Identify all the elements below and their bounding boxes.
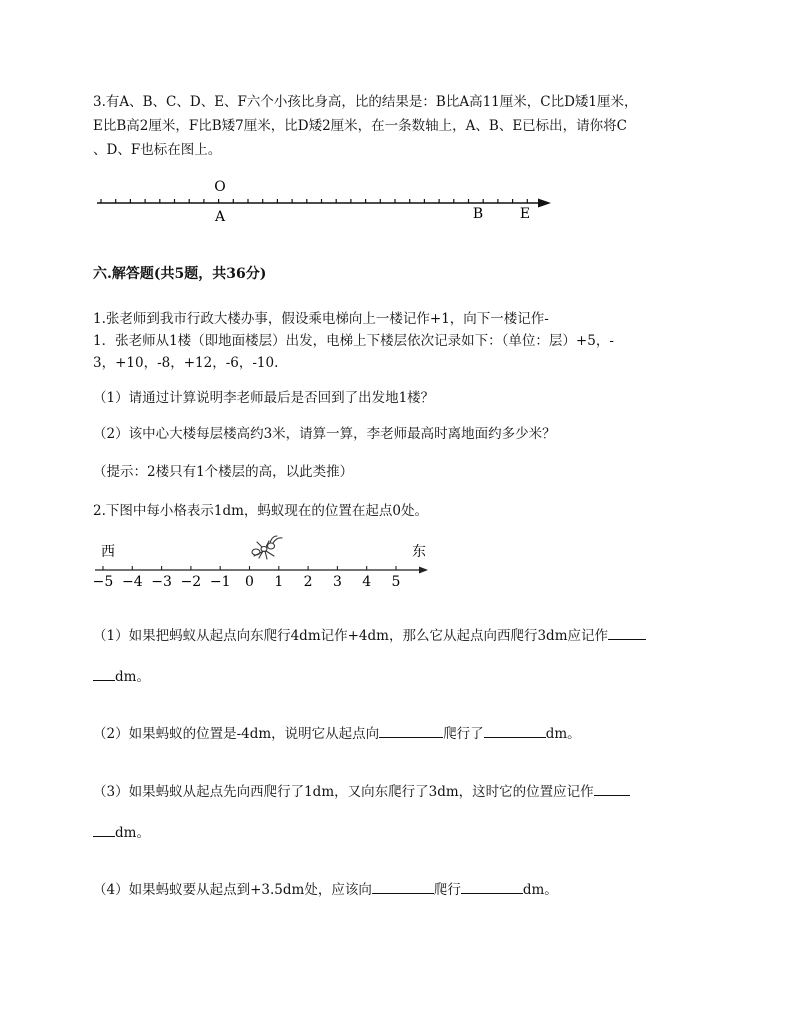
p2-axis bbox=[93, 536, 428, 590]
p2-label-east: 东 bbox=[412, 544, 426, 560]
p2-question-2 bbox=[93, 723, 581, 743]
p2-tick-label: 5 bbox=[391, 574, 401, 590]
p2-tick-label: −5 bbox=[92, 574, 114, 590]
p2-tick-label: −4 bbox=[121, 574, 143, 590]
q3-line-1: 3.有A、B、C、D、E、F六个小孩比身高，比的结果是：B比A高11厘米，C比D矮1厘米， bbox=[93, 94, 638, 110]
p1-hint: （提示：2楼只有1个楼层的高，以此类推） bbox=[93, 464, 354, 480]
p1-line-3: 3，+10，-8，+12，-6，-10. bbox=[93, 355, 279, 371]
q3-line-3: 、D、F也标在图上。 bbox=[93, 142, 222, 158]
p2-q1-blank[interactable] bbox=[608, 625, 646, 640]
p1-line-1: 1.张老师到我市行政大楼办事，假设乘电梯向上一楼记作+1，向下一楼记作- bbox=[93, 311, 549, 327]
p2-q4-mid: 爬行 bbox=[433, 882, 461, 898]
p1-question-1: （1）请通过计算说明李老师最后是否回到了出发地1楼？ bbox=[93, 390, 435, 406]
p2-tick-label: −1 bbox=[209, 574, 231, 590]
p2-q3-blank[interactable] bbox=[594, 781, 630, 796]
p1-line-2: 1．张老师从1楼（即地面楼层）出发，电梯上下楼层依次记录如下：（单位：层）+5，- bbox=[93, 333, 614, 349]
q3-label-origin: O bbox=[214, 179, 226, 195]
p2-tick-label: 3 bbox=[332, 574, 342, 590]
p2-q1-blank-cont[interactable] bbox=[93, 666, 115, 681]
q3-label-a: A bbox=[214, 209, 226, 225]
p2-question-3-cont bbox=[93, 822, 150, 842]
p2-q3-blank-cont[interactable] bbox=[93, 822, 115, 837]
ant-icon bbox=[252, 536, 282, 559]
p2-q3-text: （3）如果蚂蚁从起点先向西爬行了1dm，又向东爬行了3dm，这时它的位置应记作 bbox=[93, 784, 594, 800]
p2-q4-direction-blank[interactable] bbox=[372, 879, 434, 894]
q3-label-b: B bbox=[472, 206, 484, 222]
p2-q4-text: （4）如果蚂蚁要从起点到+3.5dm处，应该向 bbox=[93, 882, 372, 898]
p2-question-1 bbox=[93, 625, 646, 645]
p2-tick-label: 2 bbox=[303, 574, 313, 590]
q3-label-e: E bbox=[519, 206, 531, 222]
p2-q2-unit: dm。 bbox=[545, 726, 581, 742]
q3-line-2: E比B高2厘米，F比B矮7厘米，比D矮2厘米，在一条数轴上，A、B、E已标出，请你将C bbox=[93, 118, 628, 134]
p2-question-4 bbox=[93, 879, 558, 899]
p2-q2-text: （2）如果蚂蚁的位置是-4dm，说明它从起点向 bbox=[93, 726, 380, 742]
p2-tick-label: 1 bbox=[274, 574, 284, 590]
p2-q2-distance-blank[interactable] bbox=[484, 723, 546, 738]
p2-q4-unit: dm。 bbox=[522, 882, 558, 898]
p2-intro: 2.下图中每小格表示1dm，蚂蚁现在的位置在起点0处。 bbox=[93, 503, 429, 519]
p2-q2-direction-blank[interactable] bbox=[379, 723, 443, 738]
p2-tick-label: −2 bbox=[180, 574, 202, 590]
p2-axis-arrow bbox=[419, 567, 428, 574]
p2-tick-label: −3 bbox=[151, 574, 172, 590]
p2-q2-mid: 爬行了 bbox=[443, 726, 484, 742]
p1-question-2: （2）该中心大楼每层楼高约3米，请算一算，李老师最高时离地面约多少米？ bbox=[93, 426, 556, 442]
p2-question-3 bbox=[93, 781, 630, 801]
p2-question-1-cont bbox=[93, 666, 150, 686]
p2-label-west: 西 bbox=[101, 544, 115, 560]
section-title: 六.解答题(共5题，共36分) bbox=[93, 266, 267, 282]
p2-q1-unit: dm。 bbox=[115, 669, 150, 685]
p2-q3-unit: dm。 bbox=[115, 825, 150, 841]
p2-q1-text: （1）如果把蚂蚁从起点向东爬行4dm记作+4dm，那么它从起点向西爬行3dm应记作 bbox=[93, 628, 608, 644]
q3-axis-arrow bbox=[538, 199, 551, 208]
q3-axis bbox=[97, 179, 551, 225]
p2-q4-distance-blank[interactable] bbox=[461, 879, 523, 894]
p2-tick-label: 0 bbox=[245, 574, 254, 590]
p2-tick-label: 4 bbox=[362, 574, 372, 590]
